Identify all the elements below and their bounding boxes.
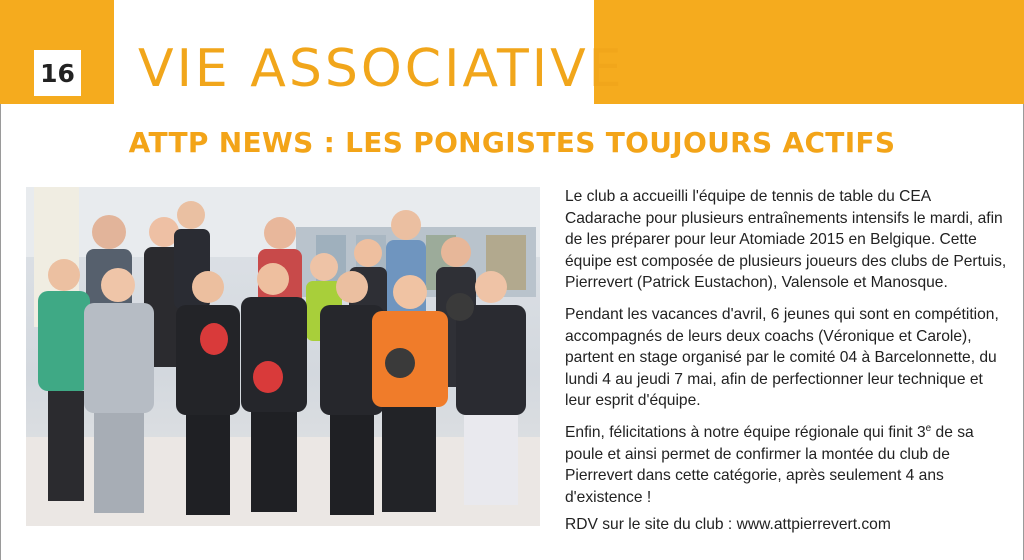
team-photo-illustration (26, 187, 540, 526)
section-title: VIE ASSOCIATIVE (138, 39, 625, 99)
article-paragraph-3-start: Enfin, félicitations à notre équipe régionale qui finit 3 (565, 423, 926, 441)
article-headline: ATTP NEWS : LES PONGISTES TOUJOURS ACTIFS (128, 126, 896, 159)
ordinal-suffix: e (925, 422, 932, 434)
article-paragraph-1: Le club a accueilli l'équipe de tennis de table du CEA Cadarache pour plusieurs entraînements intensifs le mardi, afin de les préparer pour leur Atomiade 2015 en Belgique. Cette équipe est composée de plusieurs joueurs des clubs de Pertuis, Pierrevert (Patrick Eustachon), Valensole et Manosque. (565, 188, 1007, 292)
team-photo (26, 187, 540, 526)
club-website-line: RDV sur le site du club : www.attpierrevert.com (565, 516, 891, 534)
page-number-box (34, 50, 81, 96)
article-paragraph-3 (565, 422, 1007, 508)
header-band-right (594, 0, 1024, 104)
article-paragraph-3-end: de sa poule et ainsi permet de confirmer la montée du club de Pierrevert dans cette catégorie, après seulement 4 ans d'existence ! (565, 423, 974, 506)
page-number: 16 (40, 58, 75, 88)
article-body (565, 186, 1007, 546)
article-paragraph-2: Pendant les vacances d'avril, 6 jeunes qui sont en compétition, accompagnés de leurs deux coachs (Véronique et Carole), partent en stage organisé par le comité 04 à Barcelonnette, du lundi 4 au jeudi 7 mai, afin de perfectionner leur technique et leur esprit d'équipe. (565, 305, 999, 410)
